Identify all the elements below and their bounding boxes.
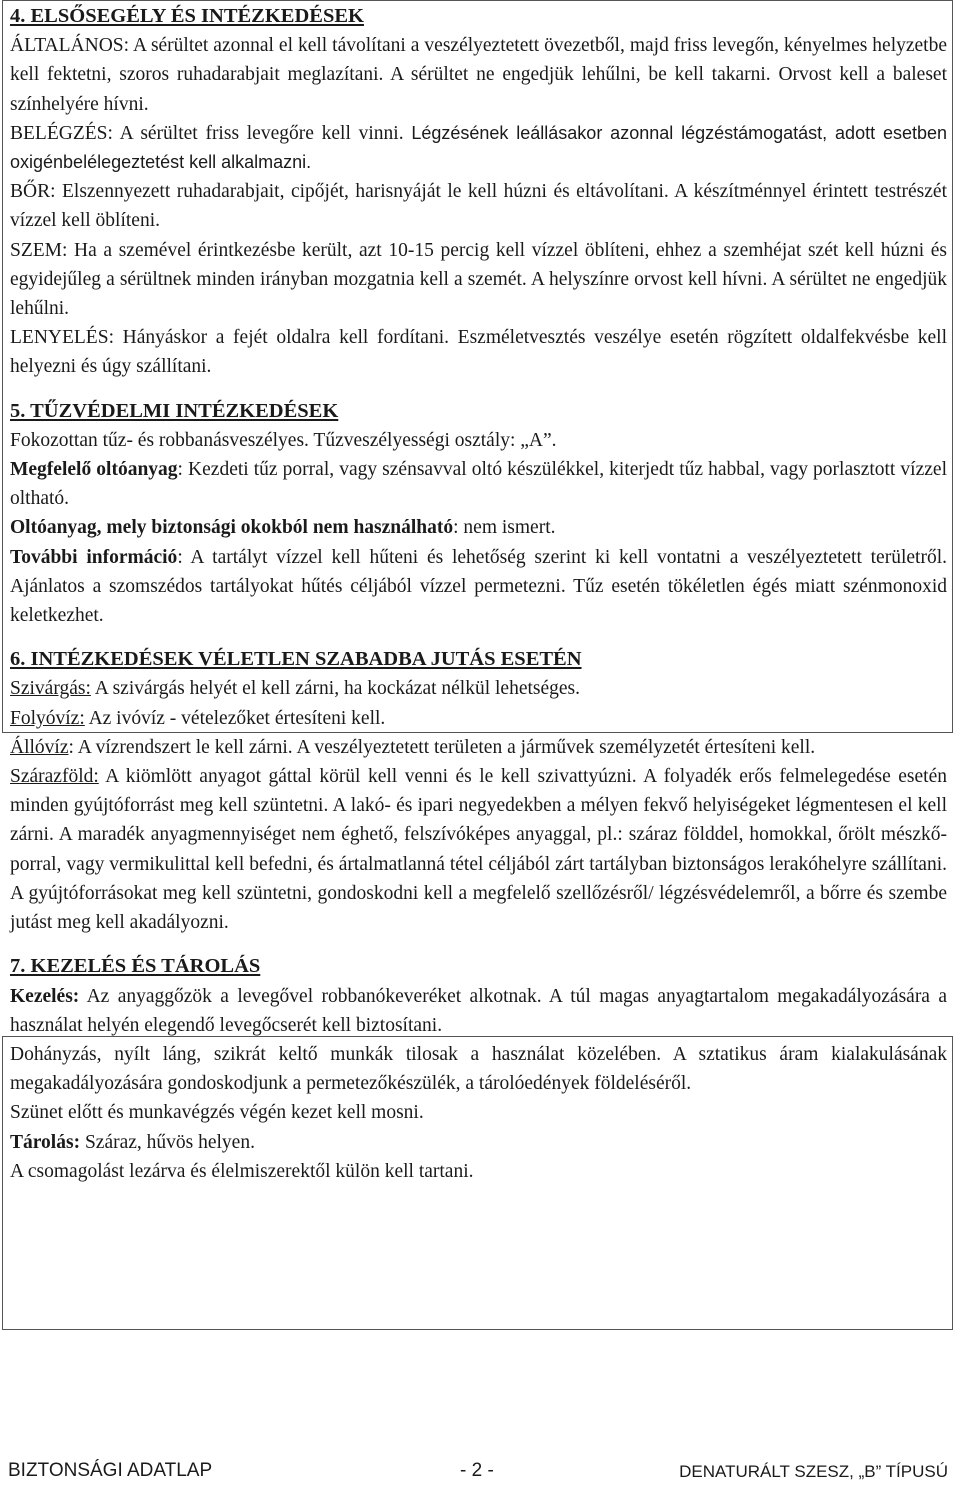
fire-further-text: : A tartályt vízzel kell hűteni és lehetőség szerint ki kell vontatni a veszélyeztetett területről. Ajánlatos a szomszédos tartályokat hűtés céljából vízzel permetezni. Tűz esetén tökéletlen égés miatt szénmonoxid keletkezhet. bbox=[10, 546, 947, 627]
fire-media bbox=[10, 455, 947, 513]
land-text: A kiömlött anyagot gáttal körül kell venni és le kell szivattyúzni. A folyadék erős felmelegedése esetén minden gyújtóforrást meg kell szüntetni. A lakó- és ipari negyedekben a mélyen fekvő helyiségeket légmentesen el kell zárni. A maradék anyagmennyiséget nem éghető, felszívóképes anyaggal, pl.: száraz földdel, homokkal, őrölt mészkő-porral, vagy vermikulittal kell befedni, és ártalmatlanná tétel céljából zárt tartályban biztonságos lerakóhelyre szállítani. A gyújtóforrásokat meg kell szüntetni, gondoskodni kell a megfelelő szellőzésről/ légzésvédelemről, a bőrre és szembe jutást meg kell akadályozni. bbox=[10, 766, 947, 934]
standing-text: : A vízrendszert le kell zárni. A veszélyeztetett területen a járművek személyzetét értesíteni kell. bbox=[68, 736, 816, 758]
handling-text: Az anyaggőzök a levegővel robbanókeveréket alkotnak. A túl magas anyagtartalom megakadályozására a használat helyén elegendő levegőcserét kell biztosítani. bbox=[10, 985, 947, 1036]
fire-media-label: Megfelelő oltóanyag bbox=[10, 459, 178, 481]
release-land bbox=[10, 762, 947, 937]
storage-label: Tárolás: bbox=[10, 1131, 81, 1153]
release-standing-water bbox=[10, 733, 947, 762]
skin-text: BŐR: Elszennyezett ruhadarabjait, cipőjét, harisnyáját le kell húzni és eltávolítani. A készítménnyel érintett testrészét vízzel kell öblíteni. bbox=[10, 181, 947, 232]
fire-unsuitable bbox=[10, 513, 947, 542]
footer-doc-type: BIZTONSÁGI ADATLAP bbox=[8, 1460, 213, 1481]
first-aid-eye: SZEM: Ha a szemével érintkezésbe került, azt 10-15 percig kell vízzel öblíteni, ehhez a szemhéjat szét kell húzni és egyidejűleg a sérültnek minden irányban mozgatnia kell a szemét. A helyszínre orvost kell hívni. A sérültet ne engedjük lehűlni. bbox=[10, 239, 947, 320]
first-aid-swallow bbox=[10, 323, 947, 381]
storage-text: Száraz, hűvös helyen. bbox=[80, 1131, 255, 1153]
leak-text: A szivárgás helyét el kell zárni, ha kockázat nélkül lehetséges. bbox=[90, 678, 581, 700]
first-aid-skin bbox=[10, 177, 947, 235]
fire-media-text: : Kezdeti tűz porral, vagy szénsavval oltó készülékkel, kiterjedt tűz habbal, vagy porlasztott vízzel oltható. bbox=[10, 459, 947, 510]
fire-further-label: További információ bbox=[10, 546, 178, 568]
first-aid-general: ÁLTALÁNOS: A sérültet azonnal el kell távolítani a veszélyeztetett övezetből, majd friss levegőn, kényelmes helyzetbe kell fektetni, szoros ruhadarabjait meglazítani. A sérültet ne engedjük lehűlni, be kell takarni. Orvost kell a baleset színhelyére hívni. bbox=[10, 35, 947, 115]
storage bbox=[10, 1128, 947, 1157]
swallow-lead: LENYELÉS: Hányáskor a fejét oldalra kell fordítani. bbox=[10, 327, 450, 349]
land-label: Szárazföld: bbox=[10, 766, 99, 788]
fire-class: Fokozottan tűz- és robbanásveszélyes. Tűzveszélyességi osztály: „A”. bbox=[10, 429, 557, 451]
release-flowing-water bbox=[10, 704, 947, 733]
section-first-aid-fire bbox=[2, 0, 955, 1330]
page-footer bbox=[8, 1460, 948, 1484]
section-7-title: 7. KEZELÉS ÉS TÁROLÁS bbox=[10, 955, 261, 978]
flowing-label: Folyóvíz: bbox=[10, 707, 85, 729]
footer-product-name: DENATURÁLT SZESZ, „B” TÍPUSÚ bbox=[679, 1462, 948, 1481]
footer-page-number: - 2 - bbox=[460, 1460, 494, 1481]
fire-unsuitable-label: Oltóanyag, mely biztonsági okokból nem használható bbox=[10, 517, 454, 539]
fire-further bbox=[10, 543, 947, 631]
leak-label: Szivárgás: bbox=[10, 678, 91, 700]
handling-smoking: Dohányzás, nyílt láng, szikrát keltő munkák tilosak a használat közelében. A sztatikus áram kialakulásának megakadályozására gondoskodjunk a permetezőkészülék, a tárolóedények földeléséről. bbox=[10, 1043, 947, 1095]
section-4-title: 4. ELSŐSEGÉLY ÉS INTÉZKEDÉSEK bbox=[10, 5, 364, 27]
handling-hygiene: Szünet előtt és munkavégzés végén kezet kell mosni. bbox=[10, 1102, 424, 1124]
standing-label: Állóvíz bbox=[10, 736, 69, 758]
section-6-title: 6. INTÉZKEDÉSEK VÉLETLEN SZABADBA JUTÁS ESETÉN bbox=[10, 648, 582, 671]
breathing-lead: BELÉGZÉS: A sérültet friss levegőre kell vinni. bbox=[10, 122, 404, 144]
first-aid-breathing bbox=[10, 119, 947, 177]
breathing-detail: Légzésének leállásakor azonnal légzéstámogatást, adott esetben oxigénbelélegeztetést kell alkalmazni. bbox=[10, 122, 947, 173]
handling-label: Kezelés: bbox=[10, 985, 80, 1007]
storage-packaging: A csomagolást lezárva és élelmiszerektől külön kell tartani. bbox=[10, 1160, 474, 1182]
release-leak bbox=[10, 674, 947, 703]
flowing-text: Az ivóvíz - vételezőket értesíteni kell. bbox=[84, 707, 386, 729]
fire-unsuitable-text: : nem ismert. bbox=[453, 517, 556, 539]
swallow-detail: Eszméletvesztés veszélye esetén rögzített oldalfekvésbe kell helyezni és úgy szállítani. bbox=[10, 327, 948, 378]
handling bbox=[10, 982, 947, 1040]
section-5-title: 5. TŰZVÉDELMI INTÉZKEDÉSEK bbox=[10, 399, 339, 422]
